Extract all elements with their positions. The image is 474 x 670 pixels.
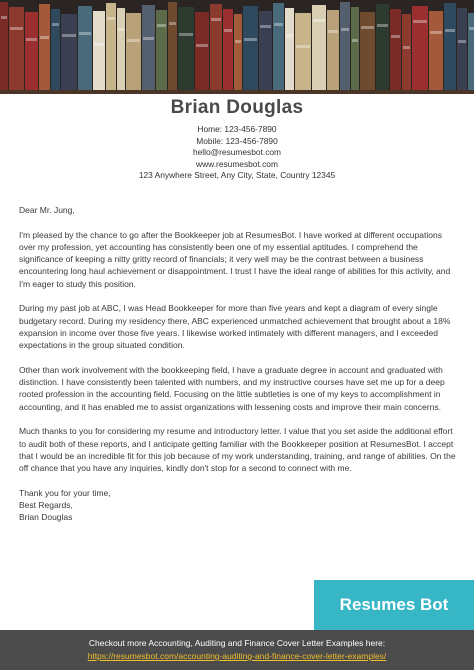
signature-name: Brian Douglas <box>19 512 73 523</box>
book-band <box>40 36 49 39</box>
book-band <box>413 20 427 23</box>
book-band <box>235 40 241 43</box>
book-band <box>260 25 271 28</box>
footer-text: Checkout more Accounting, Auditing and Finance Cover Letter Examples here: <box>88 638 386 648</box>
book-band <box>211 18 221 21</box>
book-spine <box>444 3 456 92</box>
book-band <box>62 34 76 37</box>
book-band <box>118 28 124 31</box>
book-band <box>244 38 257 41</box>
book-band <box>10 27 23 30</box>
book-spine <box>93 11 105 92</box>
book-spine <box>340 2 350 92</box>
book-spine <box>117 8 125 92</box>
brand-logo-box: Resumes Bot <box>314 580 474 630</box>
paragraph-1: I'm pleased by the chance to go after the Bookkeeper job at ResumesBot. I have worked at different occupations over my profession, yet accounting has consistently been one of my essential aptitudes. I comprehend the significance of keeping a nitty gritty record of financials; it very well may be the contrast between a business encountering long haul achievement or disappointment. I trust I have the ideal range of abilities for this activity, and I'm eager to study this position. <box>19 229 451 289</box>
book-spine <box>168 2 177 92</box>
greeting: Dear Mr. Jung, <box>19 205 75 215</box>
book-spine <box>457 8 467 92</box>
book-band <box>313 19 325 22</box>
book-band <box>469 27 474 30</box>
book-spine <box>78 6 92 92</box>
bookshelf-header-image <box>0 0 474 94</box>
book-band <box>296 45 310 48</box>
book-spine <box>360 12 375 92</box>
book-spine <box>351 7 359 92</box>
book-spine <box>195 12 209 92</box>
bookshelf-illustration <box>0 0 474 94</box>
book-spine <box>312 5 326 92</box>
book-band <box>361 26 374 29</box>
letter-body <box>19 204 459 524</box>
book-spine <box>327 10 339 92</box>
home-phone: Home: 123-456-7890 <box>197 124 277 134</box>
book-spine <box>376 4 389 92</box>
book-spine <box>61 14 77 92</box>
book-band <box>79 32 91 35</box>
book-band <box>391 35 400 38</box>
website: www.resumesbot.com <box>196 158 278 169</box>
book-band <box>52 23 59 26</box>
book-spine <box>295 13 311 92</box>
book-spine <box>39 4 50 92</box>
book-spine <box>142 5 155 92</box>
book-spine <box>126 13 141 92</box>
book-band <box>328 30 338 33</box>
footer-bar <box>0 630 474 670</box>
book-band <box>179 33 193 36</box>
book-band <box>286 34 293 37</box>
email: hello@resumesbot.com <box>192 147 282 158</box>
book-band <box>377 24 388 27</box>
book-band <box>127 39 140 42</box>
book-spine <box>412 6 428 92</box>
book-spine <box>210 4 222 92</box>
book-spine <box>0 2 8 92</box>
book-spine <box>156 10 167 92</box>
book-spine <box>273 3 284 92</box>
book-band <box>157 24 166 27</box>
book-spine <box>402 14 411 92</box>
book-band <box>445 29 455 32</box>
book-band <box>94 43 104 46</box>
paragraph-3: Other than work involvement with the bookkeeping field, I have a graduate degree in account and graduated with distinction. I have consistently been talented with numbers, and my instructive courses have set me up for a deep rooted profession in the accounting field. Focusing on the little subtleties is one of my keys to accomplishment in accounting, and it has enabled me to assist organizations with lessening costs and improve their main concerns. <box>19 364 445 412</box>
book-band <box>430 31 442 34</box>
book-band <box>274 23 283 26</box>
book-band <box>26 38 37 41</box>
signature-block <box>19 487 459 524</box>
book-spine <box>234 14 242 92</box>
book-spine <box>223 9 233 92</box>
book-band <box>403 46 410 49</box>
book-spine <box>106 3 116 92</box>
book-band <box>143 37 154 40</box>
book-spine <box>51 9 60 92</box>
book-band <box>352 39 358 42</box>
book-spine <box>468 13 474 92</box>
book-band <box>458 40 466 43</box>
mobile-phone: Mobile: 123-456-7890 <box>196 135 278 146</box>
paragraph-2: During my past job at ABC, I was Head Bookkeeper for more than five years and kept a diagram of every single budgetary record. During my residency there, ABC experienced unmatched achievement that brought about a 18% expansion in income over those five years. I likewise worked intimately with different managers, and I exceeded expectations in the group situated condition. <box>19 303 451 351</box>
book-band <box>224 29 232 32</box>
applicant-name: Brian Douglas <box>170 97 304 118</box>
book-spine <box>429 11 443 92</box>
paragraph-4: Much thanks to you for considering my resume and introductory letter. I value that you set aside the additional effort to audit both of these reports, and I anticipate getting familiar with the Bookkeeper position at ResumesBot. I accept that I would be an incredible fit for this job because of my work understanding, training, and range of abilities. On the off chance that you have any inquiries, kindly don't stop for a second to connect with me. <box>19 426 456 474</box>
regards: Best Regards, <box>19 500 73 511</box>
book-spine <box>285 8 294 92</box>
contact-block <box>0 124 474 182</box>
book-band <box>196 44 208 47</box>
book-spine <box>25 12 38 92</box>
footer-link[interactable]: https://resumesbot.com/accounting-auditing-and-finance-cover-letter-examples/ <box>87 651 387 661</box>
book-spine <box>259 11 272 92</box>
address: 123 Anywhere Street, Any City, State, Country 12345 <box>138 170 336 181</box>
book-spine <box>178 7 194 92</box>
book-band <box>1 16 7 19</box>
closing: Thank you for your time, <box>19 487 111 498</box>
book-spine <box>390 9 401 92</box>
book-band <box>341 28 349 31</box>
shelf-board <box>0 90 474 94</box>
book-band <box>169 22 176 25</box>
book-spine <box>9 7 24 92</box>
book-band <box>107 17 115 20</box>
book-spine <box>243 6 258 92</box>
